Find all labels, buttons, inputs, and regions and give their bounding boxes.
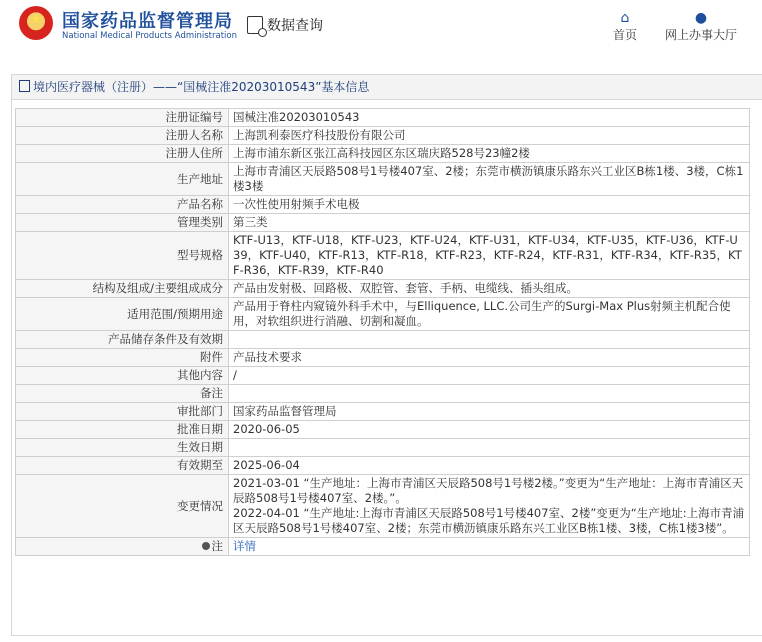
table-row [16,163,750,196]
field-label: 附件 [16,349,229,367]
table-row [16,367,750,385]
table-row [16,421,750,439]
note-icon [202,542,210,550]
table-row [16,403,750,421]
note-label: 注 [211,539,223,553]
field-value: 国家药品监督管理局 [229,403,750,421]
table-row [16,214,750,232]
field-label: 生效日期 [16,439,229,457]
field-label: 注册证编号 [16,109,229,127]
field-label: 审批部门 [16,403,229,421]
field-label: 产品储存条件及有效期 [16,331,229,349]
nav-home-label: 首页 [612,28,637,42]
field-value: 2025-06-04 [229,457,750,475]
breadcrumb-text: 境内医疗器械（注册）——“国械注准20203010543”基本信息 [33,80,370,94]
field-value: 第三类 [229,214,750,232]
details-link[interactable]: 详情 [233,539,256,553]
site-header [0,0,762,62]
field-label: 批准日期 [16,421,229,439]
field-label: 生产地址 [16,163,229,196]
note-value-cell [229,538,750,556]
table-row [16,349,750,367]
field-label: 注册人住所 [16,145,229,163]
table-row-note [16,538,750,556]
detail-panel [11,74,762,636]
nav-office-label: 网上办事大厅 [664,28,737,42]
document-icon [19,80,30,92]
data-query-link[interactable] [247,15,323,35]
field-label: 管理类别 [16,214,229,232]
user-icon: ● [694,10,708,26]
detail-table [15,108,750,556]
table-row [16,298,750,331]
field-value [229,439,750,457]
table-row [16,109,750,127]
table-row [16,232,750,280]
field-value: / [229,367,750,385]
field-label: 结构及组成/主要组成成分 [16,280,229,298]
field-label: 型号规格 [16,232,229,280]
field-value: 一次性使用射频手术电极 [229,196,750,214]
field-value: 上海市青浦区天辰路508号1号楼407室、2楼；东莞市横沥镇康乐路东兴工业区B栋1楼、3楼，C栋1楼3楼 [229,163,750,196]
table-row [16,331,750,349]
field-value: 上海市浦东新区张江高科技园区东区瑞庆路528号23幢2楼 [229,145,750,163]
table-row [16,196,750,214]
nav-home[interactable] [611,10,639,43]
field-label: 注册人名称 [16,127,229,145]
field-label: 变更情况 [16,475,229,538]
home-icon: ⌂ [620,10,630,26]
table-row [16,127,750,145]
field-value: 产品技术要求 [229,349,750,367]
field-label: 其他内容 [16,367,229,385]
table-row [16,439,750,457]
field-value [229,331,750,349]
field-value: 国械注准20203010543 [229,109,750,127]
table-row [16,280,750,298]
field-value: 产品用于脊柱内窥镜外科手术中，与Elliquence, LLC.公司生产的Surgi-Max Plus射频主机配合使用，对软组织进行消融、切割和凝血。 [229,298,750,331]
nav-online-office[interactable] [661,10,741,43]
field-value: 上海凯利泰医疗科技股份有限公司 [229,127,750,145]
field-value: 2020-06-05 [229,421,750,439]
table-row [16,145,750,163]
note-label-cell [16,538,229,556]
org-name-cn: 国家药品监督管理局 [62,11,233,32]
field-label: 有效期至 [16,457,229,475]
field-label: 适用范围/预期用途 [16,298,229,331]
field-label: 产品名称 [16,196,229,214]
field-value: KTF-U13，KTF-U18，KTF-U23，KTF-U24，KTF-U31，KTF-U34，KTF-U35，KTF-U36，KTF-U39，KTF-U40，KTF-R13，KTF-R18，KTF-R23，KTF-R24，KTF-R31，KTF-R34，KTF-R35，KTF-R36，KTF-R39，KTF-R40 [229,232,750,280]
document-search-icon [247,16,263,34]
table-row [16,457,750,475]
table-row [16,475,750,538]
national-emblem-icon: ★ [19,6,53,40]
table-row [16,385,750,403]
org-name-en: National Medical Products Administration [62,31,237,41]
field-value [229,385,750,403]
field-value: 产品由发射极、回路极、双腔管、套管、手柄、电缆线、插头组成。 [229,280,750,298]
data-query-label: 数据查询 [267,18,323,34]
field-value: 2021-03-01 “生产地址：上海市青浦区天辰路508号1号楼2楼。”变更为“生产地址：上海市青浦区天辰路508号1号楼407室、2楼。”。 2022-04-01 “生产地址:上海市青浦区天辰路508号1号楼407室、2楼”变更为“生产地址:上海市青浦区天辰路508号1号楼407室、2楼；东莞市横沥镇康乐路东兴工业区B栋1楼、3楼，C栋1楼3楼”。 [229,475,750,538]
field-label: 备注 [16,385,229,403]
breadcrumb [12,75,762,100]
